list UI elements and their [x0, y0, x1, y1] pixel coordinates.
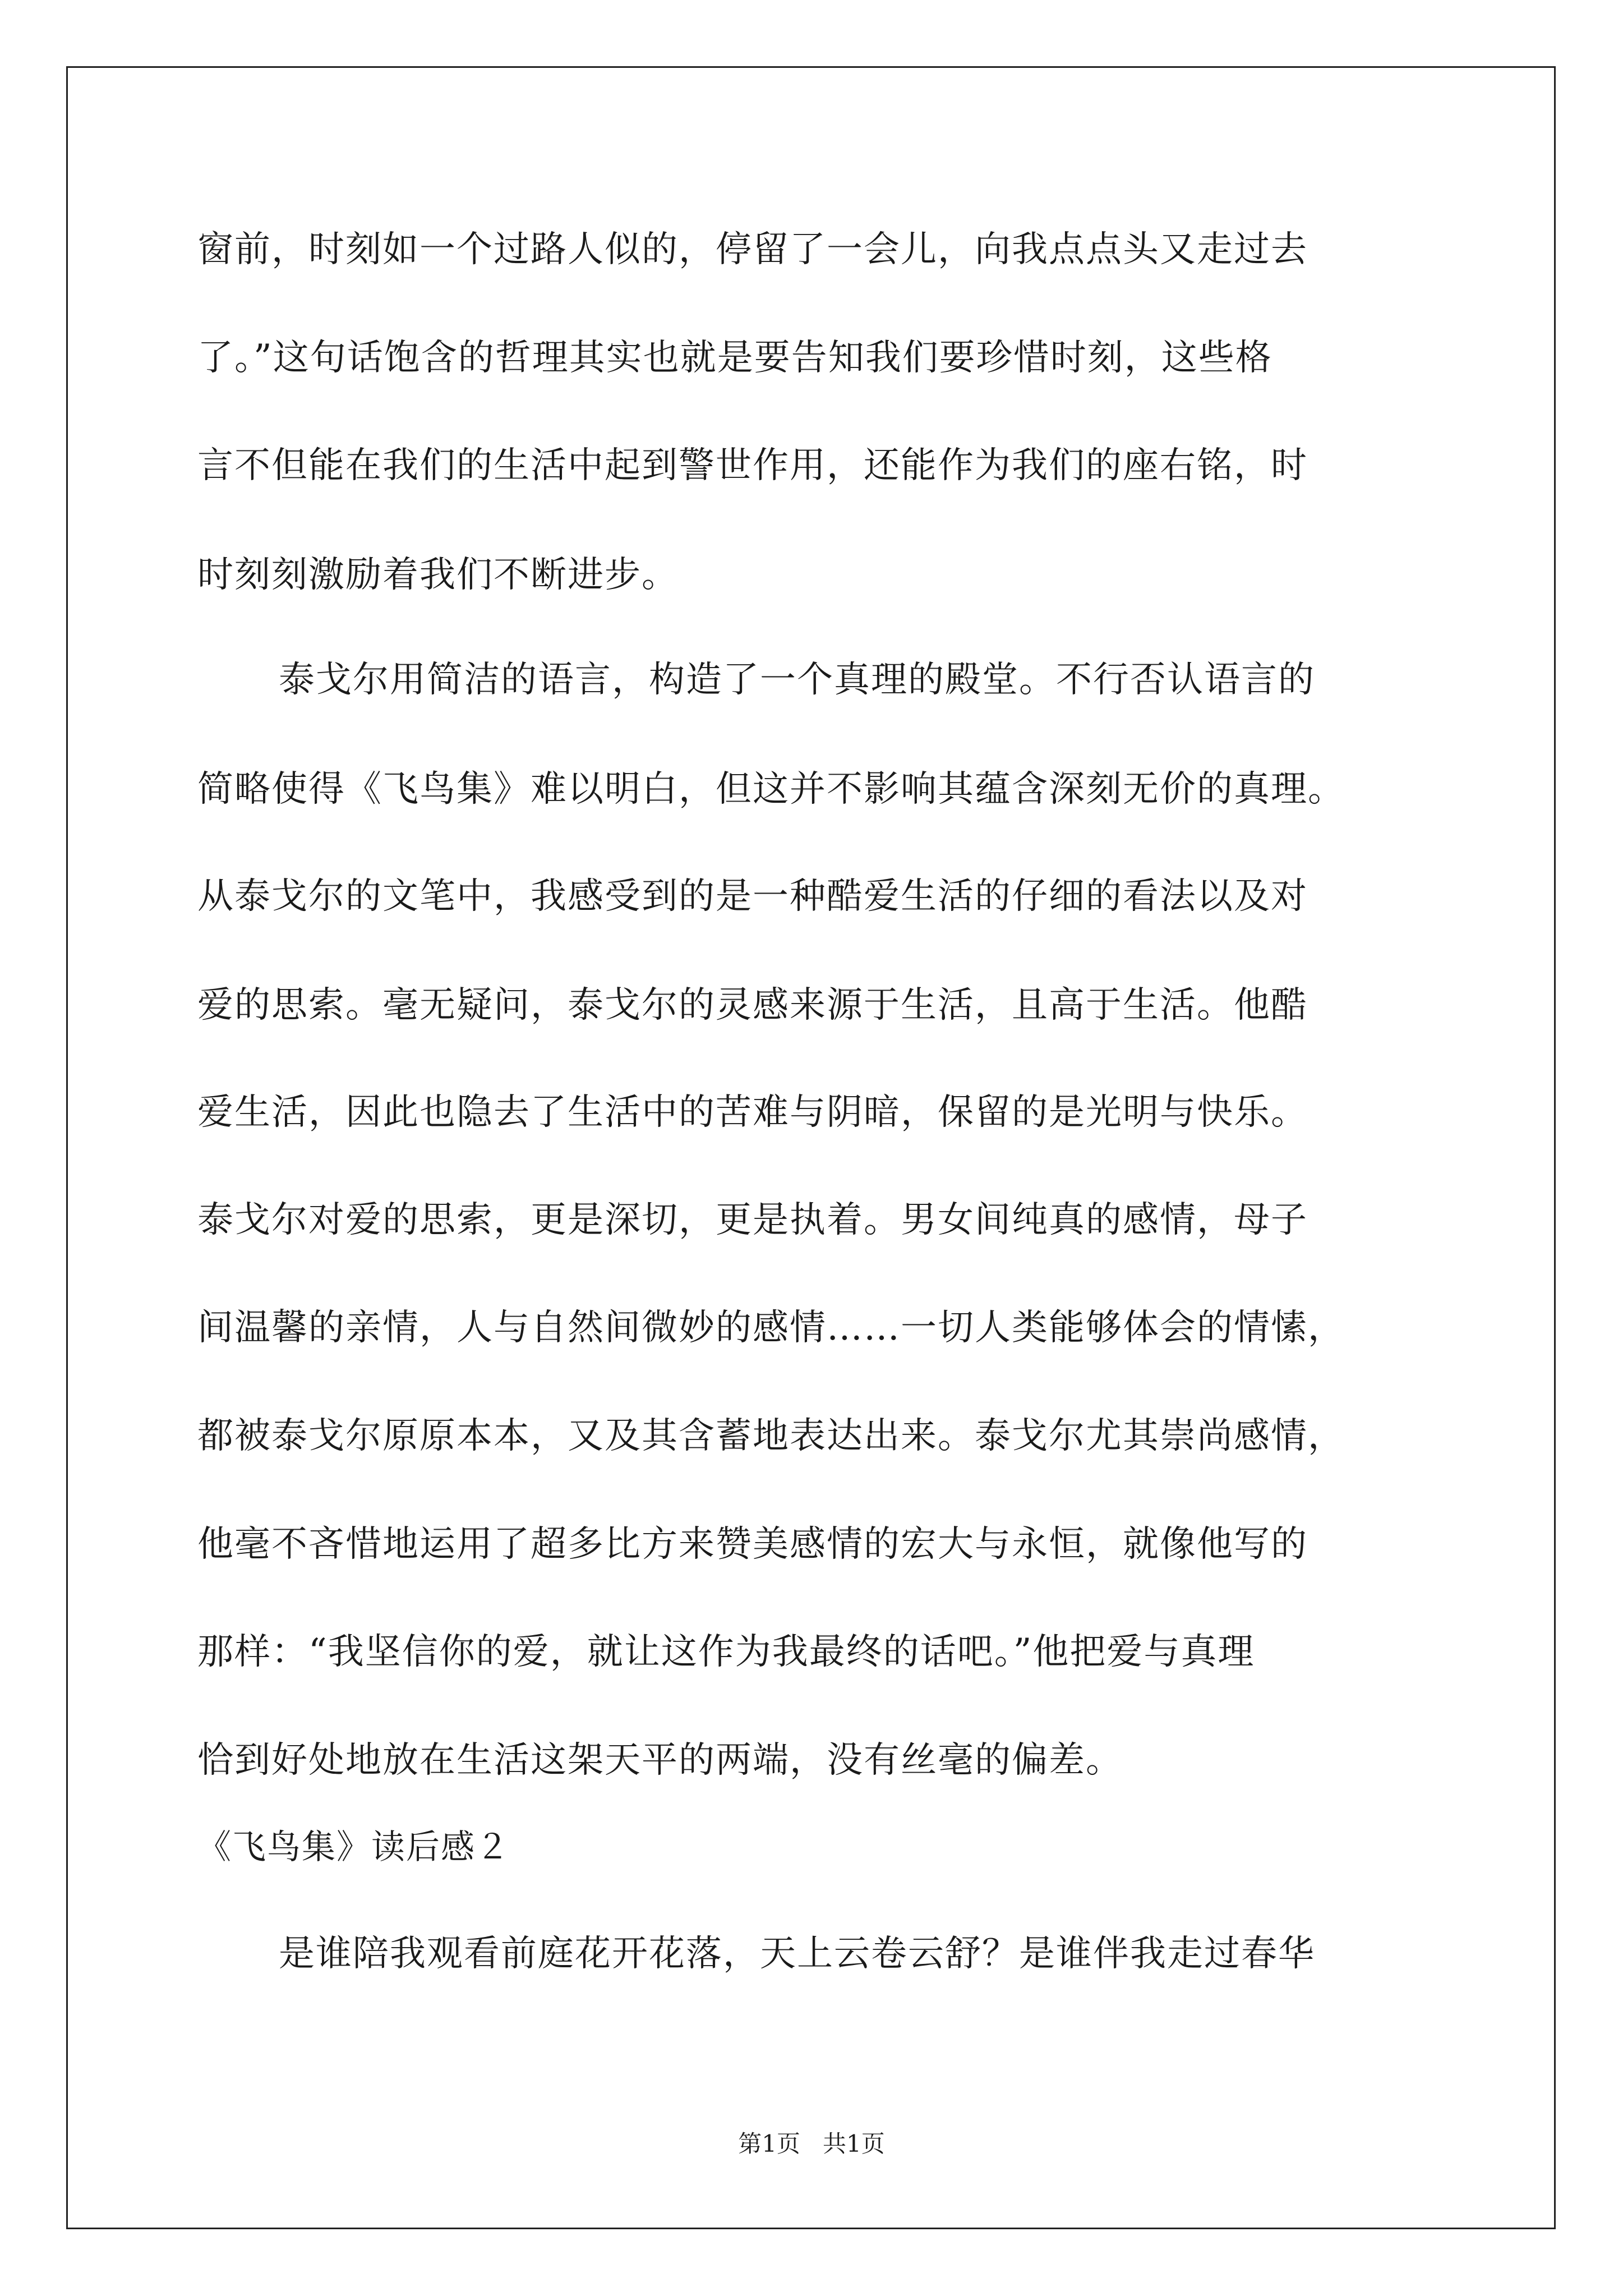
paragraph-2-line-4: 爱的思索。毫无疑问，泰戈尔的灵感来源于生活，且高于生活。他酷	[197, 984, 1308, 1026]
paragraph-2-line-6: 泰戈尔对爱的思索，更是深切，更是执着。男女间纯真的感情，母子	[197, 1199, 1308, 1241]
paragraph-1-line-2: 了。”这句话饱含的哲理其实也就是要告知我们要珍惜时刻，这些格	[197, 337, 1272, 379]
paragraph-2-line-9: 他毫不吝惜地运用了超多比方来赞美感情的宏大与永恒，就像他写的	[197, 1524, 1308, 1565]
paragraph-3-line-1: 是谁陪我观看前庭花开花落，天上云卷云舒？是谁伴我走过春华	[279, 1933, 1315, 1975]
paragraph-2-line-3: 从泰戈尔的文笔中，我感受到的是一种酷爱生活的仔细的看法以及对	[197, 876, 1308, 917]
paragraph-2-line-7: 间温馨的亲情，人与自然间微妙的感情……一切人类能够体会的情愫，	[197, 1307, 1345, 1349]
page-footer: 第1页 共1页	[738, 2130, 885, 2157]
paragraph-1-line-4: 时刻刻激励着我们不断进步。	[197, 554, 679, 596]
paragraph-2-line-5: 爱生活，因此也隐去了生活中的苦难与阴暗，保留的是光明与快乐。	[197, 1092, 1308, 1133]
paragraph-1-line-3: 言不但能在我们的生活中起到警世作用，还能作为我们的座右铭，时	[197, 445, 1308, 486]
paragraph-2-line-2: 简略使得《飞鸟集》难以明白，但这并不影响其蕴含深刻无价的真理。	[197, 769, 1345, 810]
paragraph-2-line-1: 泰戈尔用简洁的语言，构造了一个真理的殿堂。不行否认语言的	[279, 659, 1315, 701]
paragraph-2-line-10: 那样：“我坚信你的爱，就让这作为我最终的话吧。”他把爱与真理	[197, 1631, 1255, 1673]
paragraph-1-line-1: 窗前，时刻如一个过路人似的，停留了一会儿，向我点点头又走过去	[197, 229, 1308, 270]
paragraph-2-line-8: 都被泰戈尔原原本本，又及其含蓄地表达出来。泰戈尔尤其崇尚感情，	[197, 1415, 1345, 1457]
paragraph-2-line-11: 恰到好处地放在生活这架天平的两端，没有丝毫的偏差。	[197, 1740, 1123, 1781]
section-heading: 《飞鸟集》读后感２	[197, 1828, 510, 1867]
page-border	[66, 66, 1556, 2229]
